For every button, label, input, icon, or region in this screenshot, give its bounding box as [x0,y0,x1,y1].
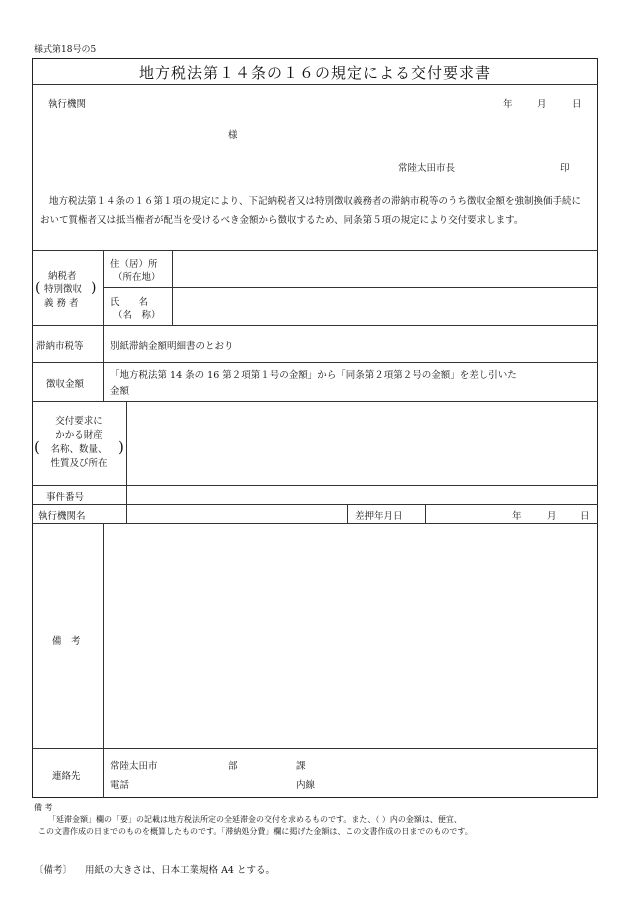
contact-extension: 内線 [296,780,316,791]
footer-text: 用紙の大きさは、日本工業規格 A4 とする。 [85,865,275,876]
property-label-2: かかる財産 [55,430,103,441]
taxpayer-inner-rule [103,287,598,288]
seizure-month: 月 [547,511,557,522]
addressee-suffix: 様 [228,130,238,141]
notes-line-1: 「延滞金額」欄の「要」の記載は地方税法所定の全延滞金の交付を求めるものです。また、（ ）内の金額は、便宜、 [48,815,462,824]
contact-dept: 部 [228,761,238,772]
rule [32,362,598,363]
taxpayer-sub-col-rule [172,250,173,325]
remarks-col-rule [103,523,104,798]
rule [32,504,598,505]
collection-amount-label: 徴収金額 [46,379,85,390]
property-label-3: 名称、数量、 [50,444,108,455]
seizure-year: 年 [512,511,522,522]
seizure-col-rule [347,504,348,523]
rule [32,325,598,326]
rule [32,401,598,402]
label-col-rule [103,325,104,401]
label-col-rule-wide [126,401,127,523]
date-month: 月 [537,99,547,110]
seizure-col-rule-2 [425,504,426,523]
contact-section: 課 [296,761,306,772]
name-label: 氏 名 [110,297,149,308]
bracket-open: ( [35,280,41,296]
address-label: 住（居）所 [110,259,158,270]
contact-city: 常陸太田市 [110,761,158,772]
date-year: 年 [503,99,513,110]
special-collector-label: 特別徴収 [44,284,83,295]
remarks-label: 備 考 [52,636,81,647]
taxpayer-label: 納税者 [48,271,77,282]
taxpayer-col-rule [103,250,104,325]
rule [32,748,598,749]
form-number: 様式第18号の5 [34,45,97,55]
notes-block [34,802,604,838]
contact-phone: 電話 [110,780,130,791]
bracket-close: ) [91,280,97,296]
agency-name-label: 執行機関名 [38,511,86,522]
seizure-day: 日 [580,511,590,522]
request-body-text: 地方税法第１４条の１６第１項の規定により、下記納税者又は特別徴収義務者の滞納市税等のうち徴収金額を強制換価手続において質権者又は抵当権者が配当を受けるべき金額から徴収するため、同条第５項の規定により交付要求します。 [40,196,582,226]
rule [32,523,598,524]
case-number-label: 事件番号 [46,492,85,503]
bracket-open: ( [34,438,40,456]
contact-label: 連絡先 [52,771,81,782]
notes-heading: 備 考 [34,803,53,812]
seal-mark: 印 [560,163,570,174]
executing-agency-label: 執行機関 [48,99,87,110]
delinquent-tax-value: 別紙滞納金額明細書のとおり [110,341,234,352]
footer-bracket: 〔備考〕 [34,865,73,876]
obligor-label: 義 務 者 [44,298,79,309]
collection-amount-value: 「地方税法第 14 条の 16 第２項第１号の金額」から「同条第２項第２号の金額」を差し引いた [110,370,517,381]
property-label-1: 交付要求に [55,416,103,427]
notes-line-2: この文書作成の日までのものを概算したものです。「滞納処分費」欄に掲げた金額は、この文書作成の日までのものです。 [38,827,473,836]
date-day: 日 [572,99,582,110]
title-divider [32,84,598,85]
footer-note [34,862,275,876]
document-title: 地方税法第１４条の１６の規定による交付要求書 [138,64,491,82]
name-sublabel: （名 称） [113,310,161,321]
bracket-close: ) [118,438,124,456]
issuer-name: 常陸太田市長 [398,163,456,174]
table-top-rule [32,250,598,251]
delinquent-tax-label: 滞納市税等 [36,341,84,352]
collection-amount-value-2: 金額 [110,386,130,397]
property-label-4: 性質及び所在 [50,458,108,469]
seizure-date-label: 差押年月日 [355,511,403,522]
address-sublabel: （所在地） [113,272,161,283]
rule [32,485,598,486]
